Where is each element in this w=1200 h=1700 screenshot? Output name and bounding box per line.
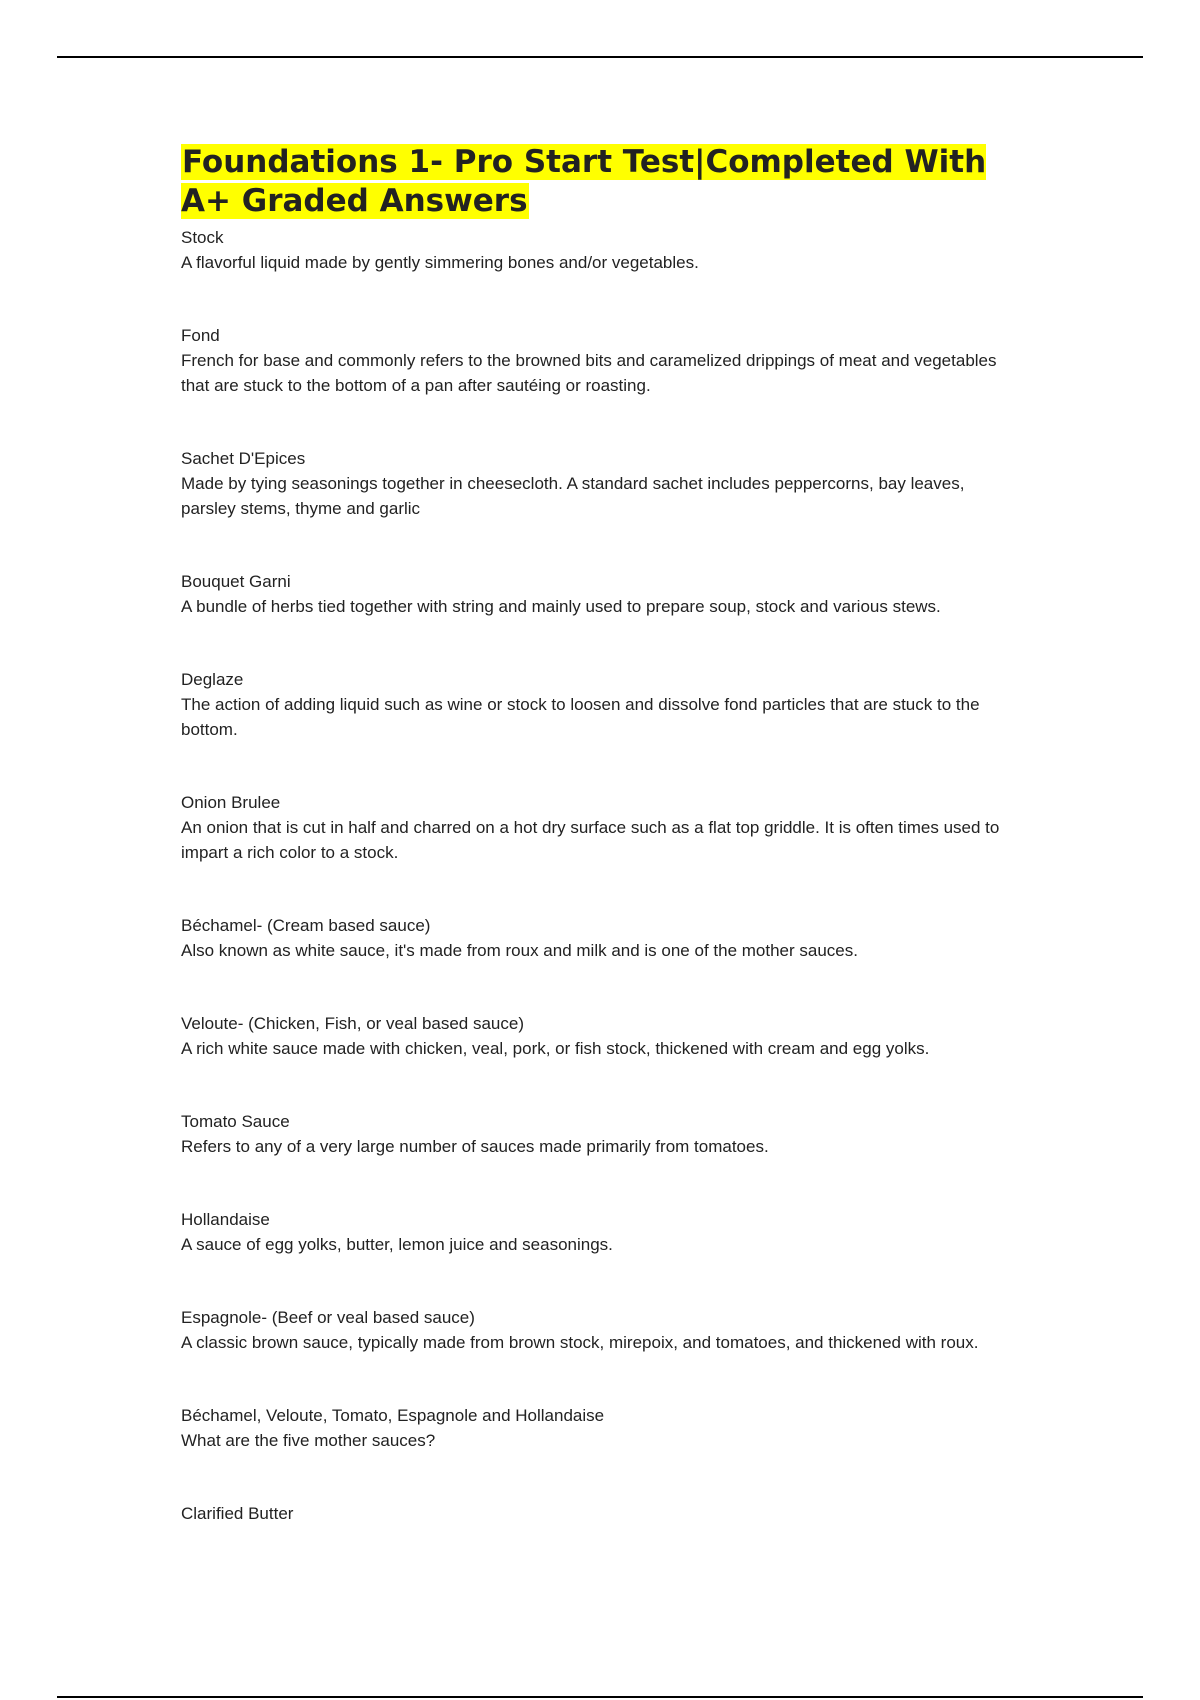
flashcard-entry [181, 1109, 1021, 1159]
top-rule [57, 56, 1143, 58]
flashcard-entry [181, 1403, 1021, 1453]
entry-definition: An onion that is cut in half and charred on a hot dry surface such as a flat top griddle. It is often times used to impart a rich color to a stock. [181, 818, 1000, 862]
entry-term: Hollandaise [181, 1210, 270, 1229]
entry-term: Espagnole- (Beef or veal based sauce) [181, 1308, 475, 1327]
entry-term: Clarified Butter [181, 1504, 294, 1523]
entry-term: Stock [181, 228, 224, 247]
entry-definition: A flavorful liquid made by gently simmering bones and/or vegetables. [181, 253, 699, 272]
entry-definition: Also known as white sauce, it's made from roux and milk and is one of the mother sauces. [181, 941, 858, 960]
flashcard-entry [181, 913, 1021, 963]
flashcard-entry [181, 569, 1021, 619]
entry-definition: A bundle of herbs tied together with string and mainly used to prepare soup, stock and various stews. [181, 597, 941, 616]
entry-definition: Refers to any of a very large number of sauces made primarily from tomatoes. [181, 1137, 769, 1156]
entry-term: Deglaze [181, 670, 244, 689]
flashcard-entry [181, 667, 1021, 742]
entry-definition: A rich white sauce made with chicken, veal, pork, or fish stock, thickened with cream and egg yolks. [181, 1039, 930, 1058]
flashcard-entry [181, 1501, 1021, 1526]
title-highlight: Foundations 1- Pro Start Test|Completed With A+ Graded Answers [181, 144, 987, 219]
flashcard-entry [181, 225, 1021, 275]
flashcard-entry [181, 790, 1021, 865]
flashcard-entry [181, 323, 1021, 398]
entry-term: Veloute- (Chicken, Fish, or veal based sauce) [181, 1014, 525, 1033]
entry-definition: The action of adding liquid such as wine or stock to loosen and dissolve fond particles that are stuck to the bottom. [181, 695, 980, 739]
flashcard-list [181, 225, 1021, 1526]
flashcard-entry [181, 1011, 1021, 1061]
entry-definition: A sauce of egg yolks, butter, lemon juice and seasonings. [181, 1235, 613, 1254]
entry-definition: A classic brown sauce, typically made from brown stock, mirepoix, and tomatoes, and thickened with roux. [181, 1333, 979, 1352]
flashcard-entry [181, 1305, 1021, 1355]
entry-term: Sachet D'Epices [181, 449, 306, 468]
flashcard-entry [181, 446, 1021, 521]
page-title [181, 143, 1021, 221]
entry-definition: French for base and commonly refers to the browned bits and caramelized drippings of meat and vegetables that are stuck to the bottom of a pan after sautéing or roasting. [181, 351, 997, 395]
flashcard-entry [181, 1207, 1021, 1257]
entry-definition: Made by tying seasonings together in cheesecloth. A standard sachet includes peppercorns, bay leaves, parsley stems, thyme and garlic [181, 474, 965, 518]
bottom-rule [57, 1696, 1143, 1698]
entry-term: Bouquet Garni [181, 572, 291, 591]
entry-term: Béchamel, Veloute, Tomato, Espagnole and Hollandaise [181, 1406, 605, 1425]
document-body [181, 143, 1021, 1574]
entry-term: Onion Brulee [181, 793, 281, 812]
entry-term: Fond [181, 326, 220, 345]
entry-definition: What are the five mother sauces? [181, 1431, 436, 1450]
entry-term: Tomato Sauce [181, 1112, 290, 1131]
entry-term: Béchamel- (Cream based sauce) [181, 916, 431, 935]
